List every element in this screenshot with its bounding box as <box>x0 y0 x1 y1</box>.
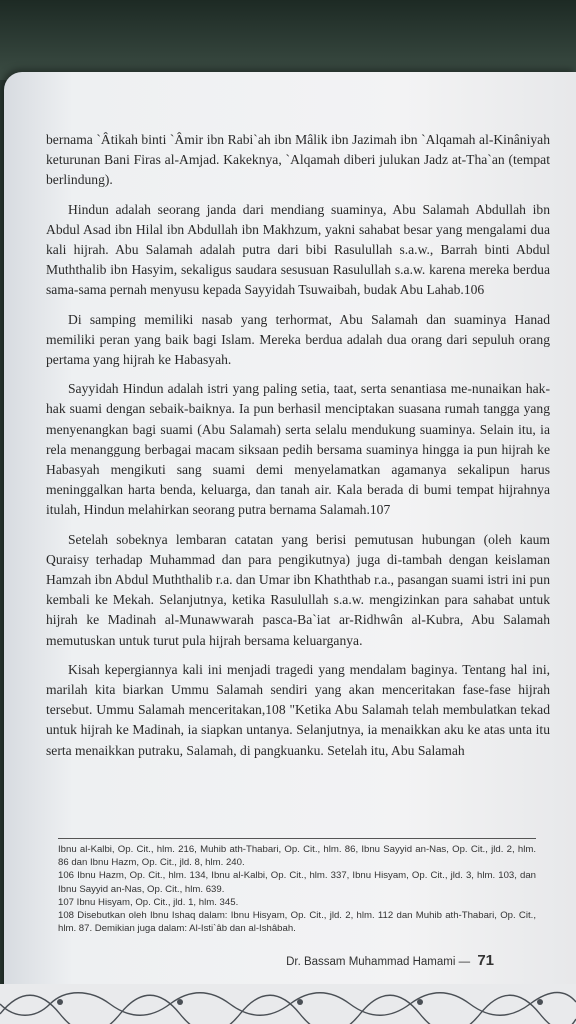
footnotes <box>58 838 536 935</box>
page-number: 71 <box>477 952 494 969</box>
footnote: Ibnu al-Kalbi, Op. Cit., hlm. 216, Muhib ath-Thabari, Op. Cit., hlm. 86, Ibnu Sayyid an-Nas, Op. Cit., jld. 2, hlm. 86 dan Ibnu Hazm, Op. Cit., jld. 8, hlm. 240. <box>58 844 536 869</box>
paragraph: bernama `Âtikah binti `Âmir ibn Rabi`ah ibn Mâlik ibn Jazimah ibn `Alqamah al-Kinâniyah keturunan Bani Firas al-Amjad. Kakeknya, `Alqamah diberi julukan Jadz at-Tha`an (tempat berlindung). <box>46 132 550 188</box>
footnote: 107 Ibnu Hisyam, Op. Cit., jld. 1, hlm. 345. <box>58 896 239 908</box>
footer-author: Dr. Bassam Muhammad Hamami — <box>286 956 471 968</box>
footnote: 106 Ibnu Hazm, Op. Cit., hlm. 134, Ibnu al-Kalbi, Op. Cit., hlm. 337, Ibnu Hisyam, Op. Cit., jld. 3, hlm. 103, dan Ibnu Sayyid an-Nas, Op. Cit., hlm. 639. <box>58 870 536 895</box>
paragraph: Di samping memiliki nasab yang terhormat, Abu Salamah dan suaminya Hanad memiliki peran yang baik bagi Islam. Mereka berdua adalah dua orang dari sepuluh orang pertama yang hijrah ke Habasyah. <box>46 311 550 368</box>
paragraph: Setelah sobeknya lembaran catatan yang berisi pemutusan hubungan (oleh kaum Quraisy terhadap Muhammad dan para pengikutnya) juga di-tambah dengan keislaman Hamzah ibn Abdul Muththalib r.a. dan Umar ibn Khaththab r.a., pasangan suami istri ini pun kembali ke Mekah. Selanjutnya, ketika Rasulullah s.a.w. mengizinkan para sahabat untuk hijrah ke Madinah al-Munawwarah pasca-Ba`iat ar-Ridhwân al-Kubra, Abu Salamah memutuskan untuk turut pula hijrah bersama keluarganya. <box>46 531 551 648</box>
footnote: 108 Disebutkan oleh Ibnu Ishaq dalam: Ibnu Hisyam, Op. Cit., jld. 2, hlm. 112 dan Muhib ath-Thabari, Op. Cit., hlm. 87. Demikian juga dalam: Al-Isti`âb dan al-Ishâbah. <box>58 910 536 935</box>
paragraph: Hindun adalah seorang janda dari mendiang suaminya, Abu Salamah Abdullah ibn Abdul Asad ibn Hilal ibn Abdullah ibn Makhzum, yakni sahabat besar yang mengalami dua kali hijrah. Abu Salamah adalah putra dari bibi Rasulullah s.a.w., Barrah binti Abdul Muththalib ibn Hasyim, sekaligus saudara sesusuan Rasulullah s.a.w. karena mereka berdua sama-sama pernah menyusu kepada Sayyidah Tsuwaibah, budak Abu Lahab.106 <box>46 201 550 298</box>
page-footer <box>286 952 494 969</box>
ornament-pattern-icon <box>0 984 576 1024</box>
paragraph: Sayyidah Hindun adalah istri yang paling setia, taat, serta senantiasa me-nunaikan hak-hak suami dengan sebaik-baiknya. Ia pun berhasil menciptakan suasana rumah tangga yang menyenangkan bagi suami (Abu Salamah) serta selalu mendukung suaminya. Selain itu, ia rela menanggung berbagai macam siksaan pedih bersama suaminya hingga ia pun hijrah ke Habasyah mengikuti sang suami demi menyelamatkan agamanya sekalipun harus meninggalkan harta benda, keluarga, dan tanah air. Kala berada di bumi tempat hijrahnya itulah, Hindun melahirkan seorang putra bernama Salamah.107 <box>46 381 550 518</box>
ornamental-border <box>0 984 576 1024</box>
paragraph: Kisah kepergiannya kali ini menjadi tragedi yang mendalam baginya. Tentang hal ini, marilah kita biarkan Ummu Salamah sendiri yang akan menceritakan fase-fase hijrah tersebut. Ummu Salamah menceritakan,108 "Ketika Abu Salamah telah membulatkan tekad untuk hijrah ke Madinah, ia siapkan untanya. Selanjutnya, ia menaikkan aku ke atas unta itu serta menaikkan putraku, Salamah, di pangkuanku. Setelah itu, Abu Salamah <box>46 661 550 758</box>
body-text <box>46 130 550 770</box>
background-surface <box>0 0 576 80</box>
